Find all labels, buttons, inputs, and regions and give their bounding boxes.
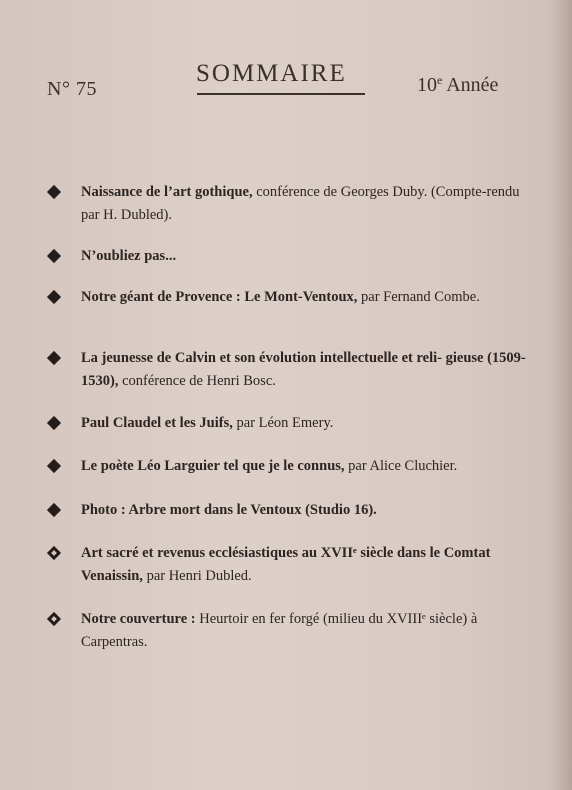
entry-title: N’oubliez pas... bbox=[81, 248, 177, 264]
entry-title: Naissance de l’art gothique, bbox=[81, 184, 253, 200]
entry-detail: par Léon Emery. bbox=[232, 415, 334, 431]
toc-entry bbox=[81, 181, 531, 227]
entry-detail: conférence de Henri Bosc. bbox=[118, 373, 276, 389]
year-label bbox=[417, 73, 498, 97]
toc-entry bbox=[81, 542, 531, 588]
toc-entry bbox=[81, 286, 531, 309]
entry-title: Paul Claudel et les Juifs, bbox=[81, 415, 233, 431]
entry-title: La jeunesse de Calvin et son évolution intellectuelle et reli- gieuse (1509-1530), bbox=[81, 350, 526, 389]
toc-entry bbox=[81, 412, 531, 435]
year-word: Année bbox=[446, 74, 499, 96]
diamond-bullet-icon bbox=[47, 459, 61, 473]
toc-entry bbox=[81, 608, 531, 654]
diamond-bullet-icon bbox=[47, 185, 61, 199]
year-number: 10 bbox=[417, 74, 437, 96]
entry-detail: Heurtoir en fer forgé (milieu du XVIIIᵉ siècle) à Carpentras. bbox=[81, 611, 478, 650]
year-suffix: e bbox=[437, 73, 443, 87]
title-underline bbox=[197, 93, 365, 95]
entry-title: Art sacré et revenus ecclésiastiques au XVIIᵉ siècle dans le Comtat Venaissin, bbox=[81, 545, 491, 584]
entry-detail: conférence de Georges Duby. (Compte-rendu par H. Dubled). bbox=[81, 184, 520, 223]
page-title: SOMMAIRE bbox=[196, 60, 347, 87]
issue-number: N° 75 bbox=[47, 78, 97, 100]
entry-title: Le poète Léo Larguier tel que je le connus, bbox=[81, 458, 345, 474]
entry-detail: par Henri Dubled. bbox=[142, 568, 252, 584]
diamond-bullet-icon bbox=[47, 416, 61, 430]
entry-detail: par Alice Cluchier. bbox=[344, 458, 458, 474]
toc-entry bbox=[81, 245, 531, 268]
entry-title: Notre couverture : bbox=[81, 611, 196, 627]
diamond-bullet-icon bbox=[47, 503, 61, 517]
toc-entry bbox=[81, 455, 531, 478]
entry-title: Notre géant de Provence : Le Mont-Ventoux, bbox=[81, 289, 358, 305]
entry-detail: par Fernand Combe. bbox=[357, 289, 480, 305]
toc-entry bbox=[81, 347, 531, 393]
entry-title: Photo : Arbre mort dans le Ventoux (Studio 16). bbox=[81, 502, 377, 518]
diamond-bullet-icon bbox=[47, 351, 61, 365]
toc-entry bbox=[81, 499, 531, 522]
diamond-bullet-icon bbox=[47, 546, 61, 560]
page-edge-shadow bbox=[550, 0, 572, 790]
diamond-bullet-icon bbox=[47, 612, 61, 626]
diamond-bullet-icon bbox=[47, 290, 61, 304]
diamond-bullet-icon bbox=[47, 249, 61, 263]
